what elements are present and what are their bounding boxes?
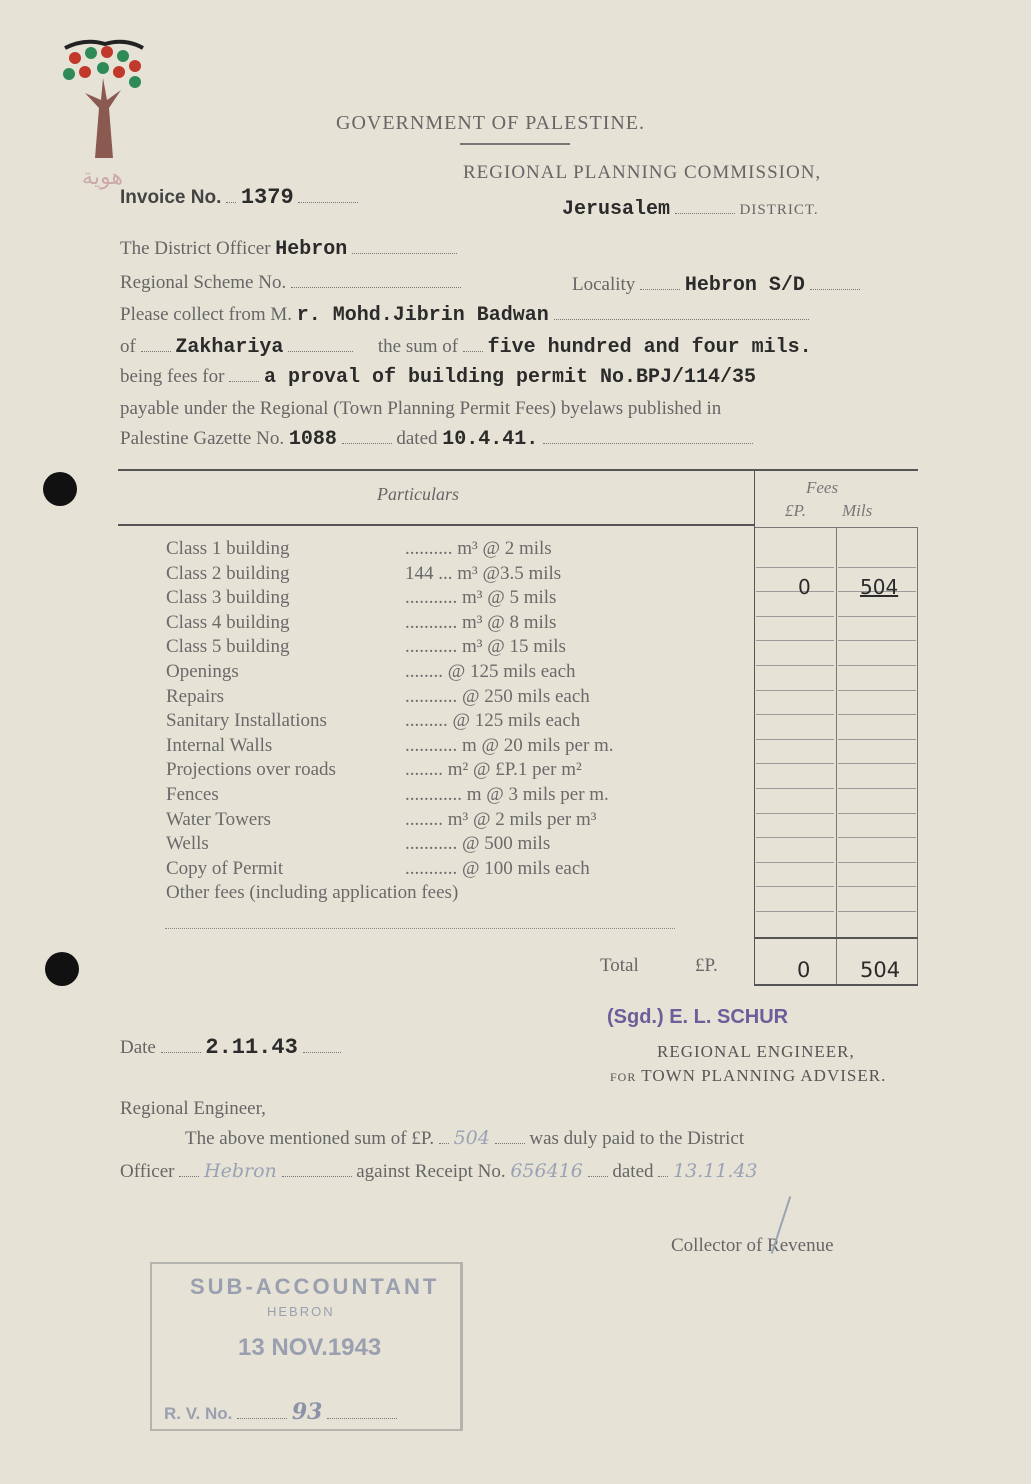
total-mils: 504	[860, 958, 901, 982]
total-top-rule	[755, 937, 918, 939]
total-label: Total	[600, 955, 639, 976]
fee-row-rate: ........... @ 250 mils each	[405, 686, 590, 707]
fee-cell-rule	[756, 616, 834, 617]
fee-cell-rule	[838, 714, 916, 715]
total-unit: £P.	[695, 955, 718, 976]
fee-row-rate: ........ m² @ £P.1 per m²	[405, 759, 582, 780]
class2-mils: 504	[860, 575, 899, 599]
fee-cell-rule	[838, 788, 916, 789]
collect-value: r. Mohd.Jibrin Badwan	[296, 304, 549, 327]
scheme-line	[120, 272, 461, 294]
officer-label: The District Officer	[120, 238, 271, 259]
fee-cell-rule	[838, 690, 916, 691]
fee-cell-rule	[756, 640, 834, 641]
fee-cell-rule	[838, 886, 916, 887]
sub-accountant-stamp	[150, 1262, 463, 1431]
fee-row-label: Wells	[166, 833, 209, 854]
fee-row-label: Sanitary Installations	[166, 710, 327, 731]
of-label: of	[120, 336, 136, 357]
fee-row-label: Class 2 building	[166, 563, 290, 584]
particulars-header: Particulars	[377, 484, 460, 504]
table-header-rule	[118, 524, 755, 526]
fee-cell-rule	[838, 640, 916, 641]
gazette-dated-label: dated	[396, 428, 438, 449]
collector-of-revenue: Collector of Revenue	[671, 1235, 834, 1256]
table-right-edge	[917, 527, 918, 986]
receipt-line-1-text: The above mentioned sum of £P.	[185, 1128, 435, 1149]
fee-cell-rule	[838, 763, 916, 764]
of-value: Zakhariya	[175, 336, 284, 359]
fee-row-label: Class 1 building	[166, 538, 290, 559]
fee-cell-rule	[756, 690, 834, 691]
paid-sum-handwritten: 504	[453, 1127, 490, 1149]
fee-cell-rule	[838, 862, 916, 863]
fee-row-rate: ........ @ 125 mils each	[405, 661, 576, 682]
stamp-rv-value: 93	[291, 1399, 323, 1425]
fee-row-label: Copy of Permit	[166, 858, 284, 879]
officer-line	[120, 238, 457, 261]
fee-cell-rule	[756, 763, 834, 764]
table-divider-main	[754, 471, 755, 986]
class2-pounds: 0	[798, 575, 811, 599]
fee-cell-rule	[838, 739, 916, 740]
fee-row-rate: ........... @ 100 mils each	[405, 858, 590, 879]
table-top-rule	[118, 469, 918, 471]
tree-icon	[55, 38, 150, 158]
gazette-line	[120, 428, 753, 451]
receipt-line-1	[185, 1127, 744, 1150]
government-heading: GOVERNMENT OF PALESTINE.	[336, 112, 646, 134]
payable-line: payable under the Regional (Town Planning Permit Fees) byelaws published in	[120, 398, 722, 419]
gazette-dated-value: 10.4.41.	[442, 428, 539, 451]
stamp-rv-label: R. V. No.	[164, 1404, 233, 1423]
collect-line	[120, 304, 809, 327]
locality-label: Locality	[572, 274, 636, 295]
fee-row-rate: ........... m @ 20 mils per m.	[405, 735, 614, 756]
officer-handwritten: Hebron	[204, 1160, 277, 1182]
mils-header: Mils	[842, 501, 873, 520]
fee-cell-rule	[756, 886, 834, 887]
gazette-label: Palestine Gazette No.	[120, 428, 285, 449]
locality-value: Hebron S/D	[684, 274, 805, 297]
fee-row-label: Fences	[166, 784, 219, 805]
locality-line	[572, 274, 860, 297]
logo-text: هوية	[82, 165, 123, 190]
fee-row-label: Openings	[166, 661, 239, 682]
fee-cell-rule	[756, 813, 834, 814]
receipt-addressee: Regional Engineer,	[120, 1098, 266, 1119]
scheme-label: Regional Scheme No.	[120, 272, 287, 293]
stamp-line-1: SUB-ACCOUNTANT	[190, 1274, 440, 1299]
date-line	[120, 1035, 341, 1060]
fee-row-rate: 144 ... m³ @3.5 mils	[405, 563, 562, 584]
punch-hole-bottom	[45, 952, 79, 986]
fee-row-rate: ........... @ 500 mils	[405, 833, 551, 854]
receipt-dated-label: dated	[612, 1161, 654, 1182]
being-line	[120, 366, 756, 389]
collect-label: Please collect from M.	[120, 304, 293, 325]
fee-cell-rule	[838, 665, 916, 666]
pounds-header: £P.	[785, 501, 806, 520]
table-divider-fees	[836, 527, 837, 986]
receipt-number-handwritten: 656416	[510, 1160, 583, 1182]
date-label: Date	[120, 1037, 156, 1058]
district-label: DISTRICT.	[739, 202, 819, 218]
fee-cell-rule	[756, 665, 834, 666]
invoice-label: Invoice No.	[120, 187, 222, 208]
fee-cell-rule	[756, 567, 834, 568]
fee-cell-rule	[756, 837, 834, 838]
fee-row-label: Class 3 building	[166, 587, 290, 608]
punch-hole-top	[43, 472, 77, 506]
fee-cell-rule	[838, 616, 916, 617]
fee-cell-rule	[838, 911, 916, 912]
receipt-officer-label: Officer	[120, 1161, 175, 1182]
receipt-number-label: against Receipt No.	[356, 1161, 506, 1182]
fee-cell-rule	[756, 591, 834, 592]
fee-row-rate: .......... m³ @ 2 mils	[405, 538, 552, 559]
fee-row-label: Class 4 building	[166, 612, 290, 633]
fee-row-rate: ........... m³ @ 15 mils	[405, 636, 566, 657]
gazette-number: 1088	[288, 428, 337, 451]
fee-row-rate: ........... m³ @ 8 mils	[405, 612, 557, 633]
fee-row-label: Internal Walls	[166, 735, 273, 756]
district-value: Jerusalem	[562, 198, 671, 221]
receipt-line-2	[120, 1160, 758, 1183]
fee-cell-rule	[838, 837, 916, 838]
sum-label: the sum of	[377, 336, 459, 357]
heading-rule	[460, 143, 570, 145]
fee-cell-rule	[756, 739, 834, 740]
fee-cell-rule	[838, 813, 916, 814]
stamp-line-3: 13 NOV.1943	[238, 1334, 382, 1361]
signature-title-1: REGIONAL ENGINEER,	[657, 1042, 855, 1061]
sum-value: five hundred and four mils.	[487, 336, 812, 359]
fee-cell-rule	[756, 862, 834, 863]
fees-header: Fees	[806, 478, 839, 497]
fee-row-rate: ........ m³ @ 2 mils per m³	[405, 809, 597, 830]
invoice-number: 1379	[240, 185, 294, 210]
fee-cell-rule	[756, 911, 834, 912]
receipt-line-1-end: was duly paid to the District	[529, 1128, 745, 1149]
fee-row-label: Water Towers	[166, 809, 271, 830]
receipt-date-handwritten: 13.11.43	[673, 1160, 758, 1182]
invoice-line	[120, 185, 358, 210]
being-label: being fees for	[120, 366, 225, 387]
fee-row-label: Projections over roads	[166, 759, 336, 780]
date-value: 2.11.43	[205, 1035, 298, 1060]
signature-sgd: (Sgd.) E. L. SCHUR	[607, 1006, 789, 1028]
fee-row-label: Repairs	[166, 686, 225, 707]
other-fees-dotted	[165, 928, 675, 929]
being-value: a proval of building permit No.BPJ/114/35	[263, 366, 757, 389]
district-line	[562, 198, 819, 221]
total-bottom-rule	[755, 984, 918, 986]
fee-row-label: Other fees (including application fees)	[166, 882, 459, 903]
officer-value: Hebron	[275, 238, 348, 261]
signature-title-2: for TOWN PLANNING ADVISER.	[610, 1066, 887, 1085]
stamp-line-2: HEBRON	[267, 1304, 335, 1319]
fee-row-label: Class 5 building	[166, 636, 290, 657]
total-pounds: 0	[797, 958, 811, 982]
fee-cell-rule	[838, 567, 916, 568]
fee-cell-rule	[756, 714, 834, 715]
fee-row-rate: ......... @ 125 mils each	[405, 710, 581, 731]
fee-row-rate: ........... m³ @ 5 mils	[405, 587, 557, 608]
commission-heading: REGIONAL PLANNING COMMISSION,	[463, 162, 822, 183]
fee-row-rate: ............ m @ 3 mils per m.	[405, 784, 609, 805]
stamp-rv-line	[164, 1399, 397, 1425]
of-line	[120, 336, 812, 359]
fee-cell-rule	[756, 788, 834, 789]
